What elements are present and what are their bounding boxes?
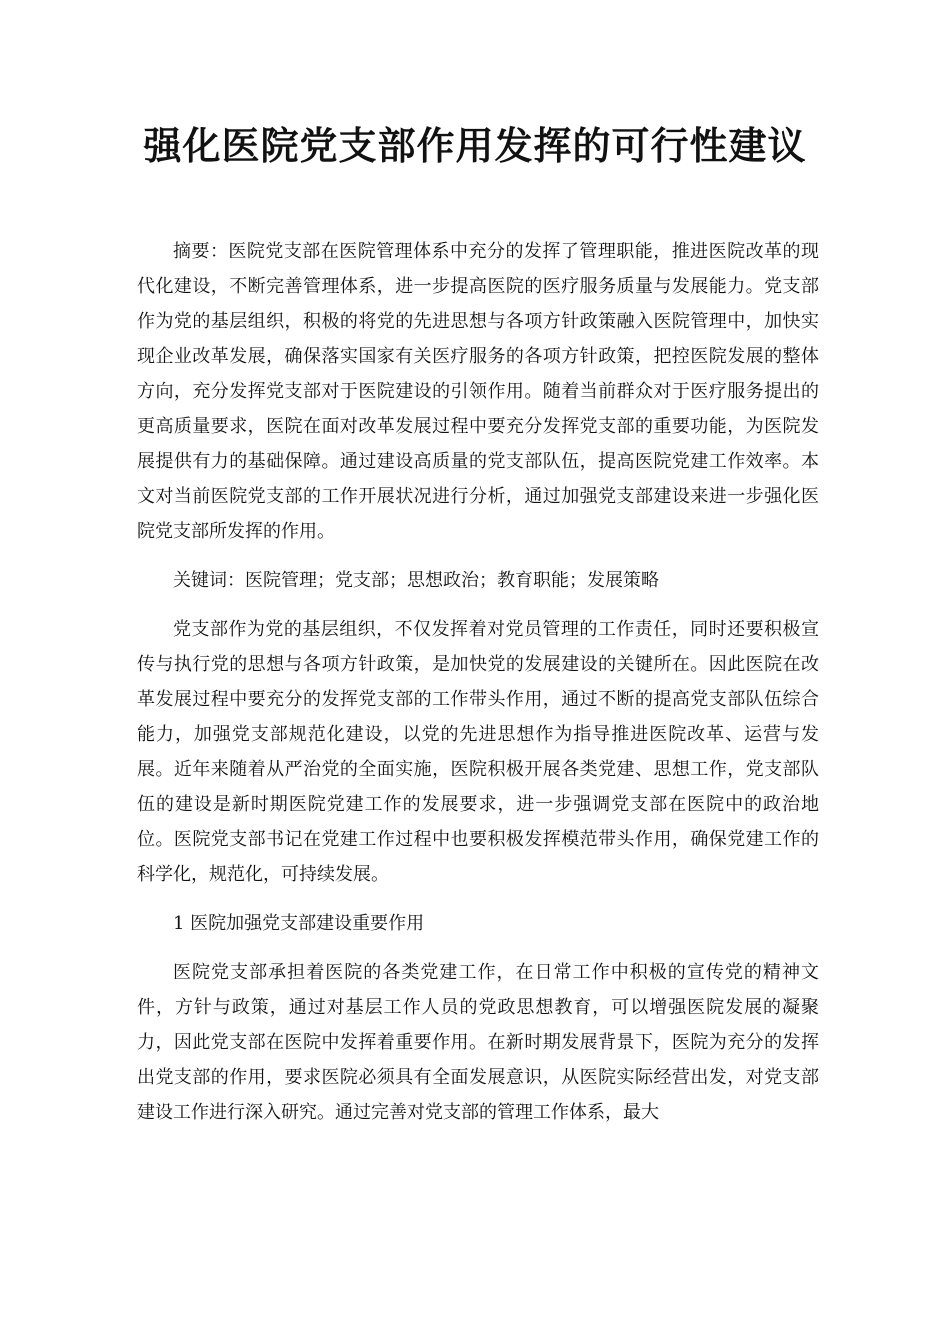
keywords-paragraph: 关键词：医院管理；党支部；思想政治；教育职能；发展策略 — [173, 570, 659, 591]
section-paragraph: 医院党支部承担着医院的各类党建工作，在日常工作中积极的宣传党的精神文件，方针与政策，通过对基层工作人员的党政思想教育，可以增强医院发展的凝聚力，因此党支部在医院中发挥着重要作用。在新时期发展背景下，医院为充分的发挥出党支部的作用，要求医院必须具有全面发展意识，从医院实际经营出发，对党支部建设工作进行深入研究。通过完善对党支部的管理工作体系，最大 — [137, 962, 819, 1123]
document-body — [137, 234, 819, 1130]
intro-paragraph: 党支部作为党的基层组织，不仅发挥着对党员管理的工作责任，同时还要积极宣传与执行党的思想与各项方针政策，是加快党的发展建设的关键所在。因此医院在改革发展过程中要充分的发挥党支部的工作带头作用，通过不断的提高党支部队伍综合能力，加强党支部规范化建设，以党的先进思想作为指导推进医院改革、运营与发展。近年来随着从严治党的全面实施，医院积极开展各类党建、思想工作，党支部队伍的建设是新时期医院党建工作的发展要求，进一步强调党支部在医院中的政治地位。医院党支部书记在党建工作过程中也要积极发挥模范带头作用，确保党建工作的科学化，规范化，可持续发展。 — [137, 619, 819, 885]
page-title: 强化医院党支部作用发挥的可行性建议 — [143, 124, 807, 168]
abstract-paragraph: 摘要：医院党支部在医院管理体系中充分的发挥了管理职能，推进医院改革的现代化建设，不断完善管理体系，进一步提高医院的医疗服务质量与发展能力。党支部作为党的基层组织，积极的将党的先进思想与各项方针政策融入医院管理中，加快实现企业改革发展，确保落实国家有关医疗服务的各项方针政策，把控医院发展的整体方向，充分发挥党支部对于医院建设的引领作用。随着当前群众对于医疗服务提出的更高质量要求，医院在面对改革发展过程中要充分发挥党支部的重要功能，为医院发展提供有力的基础保障。通过建设高质量的党支部队伍，提高医院党建工作效率。本文对当前医院党支部的工作开展状况进行分析，通过加强党支部建设来进一步强化医院党支部所发挥的作用。 — [137, 241, 819, 542]
section-heading: 1 医院加强党支部建设重要作用 — [173, 913, 425, 934]
